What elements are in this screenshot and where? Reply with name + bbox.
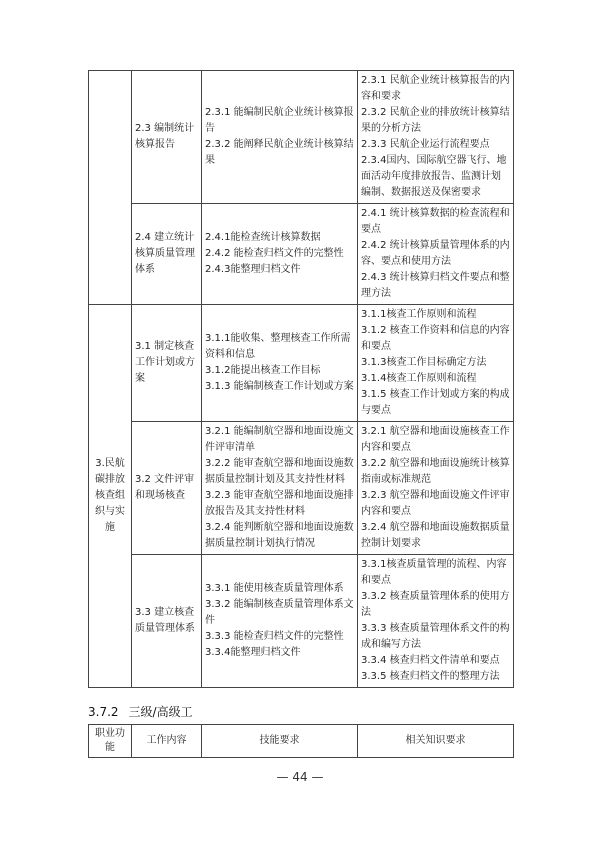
knowledge-item: 3.1.2 核查工作资料和信息的内容和要点 (361, 325, 510, 352)
work-content-cell: 2.3 编制统计核算报告 (132, 71, 202, 204)
skill-item: 3.2.3 能审查航空器和地面设施排放报告及其支持性材料 (205, 490, 354, 517)
skill-item: 2.4.2 能检查归档文件的完整性 (205, 248, 344, 259)
knowledge-cell (358, 305, 514, 422)
knowledge-cell (358, 204, 514, 305)
header-function: 职业功能 (89, 725, 132, 758)
knowledge-item: 3.2.4 航空器和地面设施数据质量控制计划要求 (361, 522, 510, 549)
function-cell: 3.民航碳排放核查组织与实施 (89, 305, 132, 688)
knowledge-item: 2.4.1 统计核算数据的检查流程和要点 (361, 208, 510, 235)
table-row (89, 204, 514, 305)
knowledge-item: 2.3.3 民航企业运行流程要点 (361, 139, 490, 150)
knowledge-item: 3.2.3 航空器和地面设施文件评审内容和要点 (361, 490, 510, 517)
skill-item: 2.3.2 能阐释民航企业统计核算结果 (205, 139, 354, 166)
skill-item: 3.3.4能整理归档文件 (205, 647, 301, 658)
page-number: — 44 — (276, 770, 324, 784)
knowledge-item: 2.3.1 民航企业统计核算报告的内容和要求 (361, 75, 510, 102)
knowledge-cell (358, 555, 514, 688)
skill-item: 3.3.3 能检查归档文件的完整性 (205, 631, 344, 642)
skill-item: 3.2.4 能判断航空器和地面设施数据质量控制计划执行情况 (205, 522, 354, 549)
skill-item: 3.1.3 能编制核查工作计划或方案 (205, 381, 354, 392)
section-title: 三级/高级工 (128, 705, 193, 719)
skill-item: 3.2.1 能编制航空器和地面设施文件评审清单 (205, 426, 354, 453)
knowledge-item: 3.1.5 核查工作计划或方案的构成与要点 (361, 389, 510, 416)
table-row (89, 71, 514, 204)
skills-table (88, 70, 514, 688)
work-content-cell: 2.4 建立统计核算质量管理体系 (132, 204, 202, 305)
skills-cell (202, 204, 358, 305)
knowledge-item: 3.3.4 核查归档文件清单和要点 (361, 655, 500, 666)
knowledge-item: 3.3.3 核查质量管理体系文件的构成和编写方法 (361, 623, 510, 650)
function-cell-continued (89, 71, 132, 305)
skill-item: 3.3.1 能使用核查质量管理体系 (205, 583, 344, 594)
header-work-content: 工作内容 (132, 725, 202, 758)
skill-item: 3.2.2 能审查航空器和地面设施数据质量控制计划及其支持性材料 (205, 458, 354, 485)
knowledge-item: 2.4.2 统计核算质量管理体系的内容、要点和使用方法 (361, 240, 510, 267)
knowledge-item: 3.3.1核查质量管理的流程、内容和要点 (361, 559, 507, 586)
skills-cell (202, 422, 358, 555)
skill-item: 2.3.1 能编制民航企业统计核算报告 (205, 107, 354, 134)
skills-cell (202, 555, 358, 688)
knowledge-cell (358, 422, 514, 555)
knowledge-item: 3.1.1核查工作原则和流程 (361, 309, 477, 320)
skill-item: 3.1.2能提出核查工作目标 (205, 365, 321, 376)
knowledge-item: 3.2.1 航空器和地面设施核查工作内容和要点 (361, 426, 510, 453)
skill-item: 2.4.3能整理归档文件 (205, 264, 301, 275)
work-content-cell: 3.1 制定核查工作计划或方案 (132, 305, 202, 422)
knowledge-item: 2.4.3 统计核算归档文件要点和整理方法 (361, 272, 510, 299)
skill-item: 2.4.1能检查统计核算数据 (205, 232, 321, 243)
header-skills: 技能要求 (202, 725, 358, 758)
header-knowledge: 相关知识要求 (358, 725, 514, 758)
section-number: 3.7.2 (88, 705, 119, 719)
table-row (89, 422, 514, 555)
table-row (89, 305, 514, 422)
knowledge-item: 3.1.4核查工作原则和流程 (361, 373, 477, 384)
header-table (88, 724, 514, 758)
knowledge-item: 2.3.4国内、国际航空器飞行、地面活动年度排放报告、监测计划编制、数据报送及保密要求 (361, 155, 507, 198)
skill-item: 3.1.1能收集、整理核查工作所需资料和信息 (205, 333, 351, 360)
work-content-cell: 3.2 文件评审和现场核查 (132, 422, 202, 555)
skills-cell (202, 305, 358, 422)
section-heading (88, 703, 203, 720)
table-row (89, 555, 514, 688)
knowledge-item: 2.3.2 民航企业的排放统计核算结果的分析方法 (361, 107, 510, 134)
knowledge-item: 3.2.2 航空器和地面设施统计核算指南或标准规范 (361, 458, 510, 485)
work-content-cell: 3.3 建立核查质量管理体系 (132, 555, 202, 688)
knowledge-cell (358, 71, 514, 204)
skill-item: 3.3.2 能编制核查质量管理体系文件 (205, 599, 354, 626)
skills-cell (202, 71, 358, 204)
knowledge-item: 3.1.3核查工作目标确定方法 (361, 357, 487, 368)
knowledge-item: 3.3.5 核查归档文件的整理方法 (361, 671, 500, 682)
header-row (89, 725, 514, 758)
knowledge-item: 3.3.2 核查质量管理体系的使用方法 (361, 591, 510, 618)
